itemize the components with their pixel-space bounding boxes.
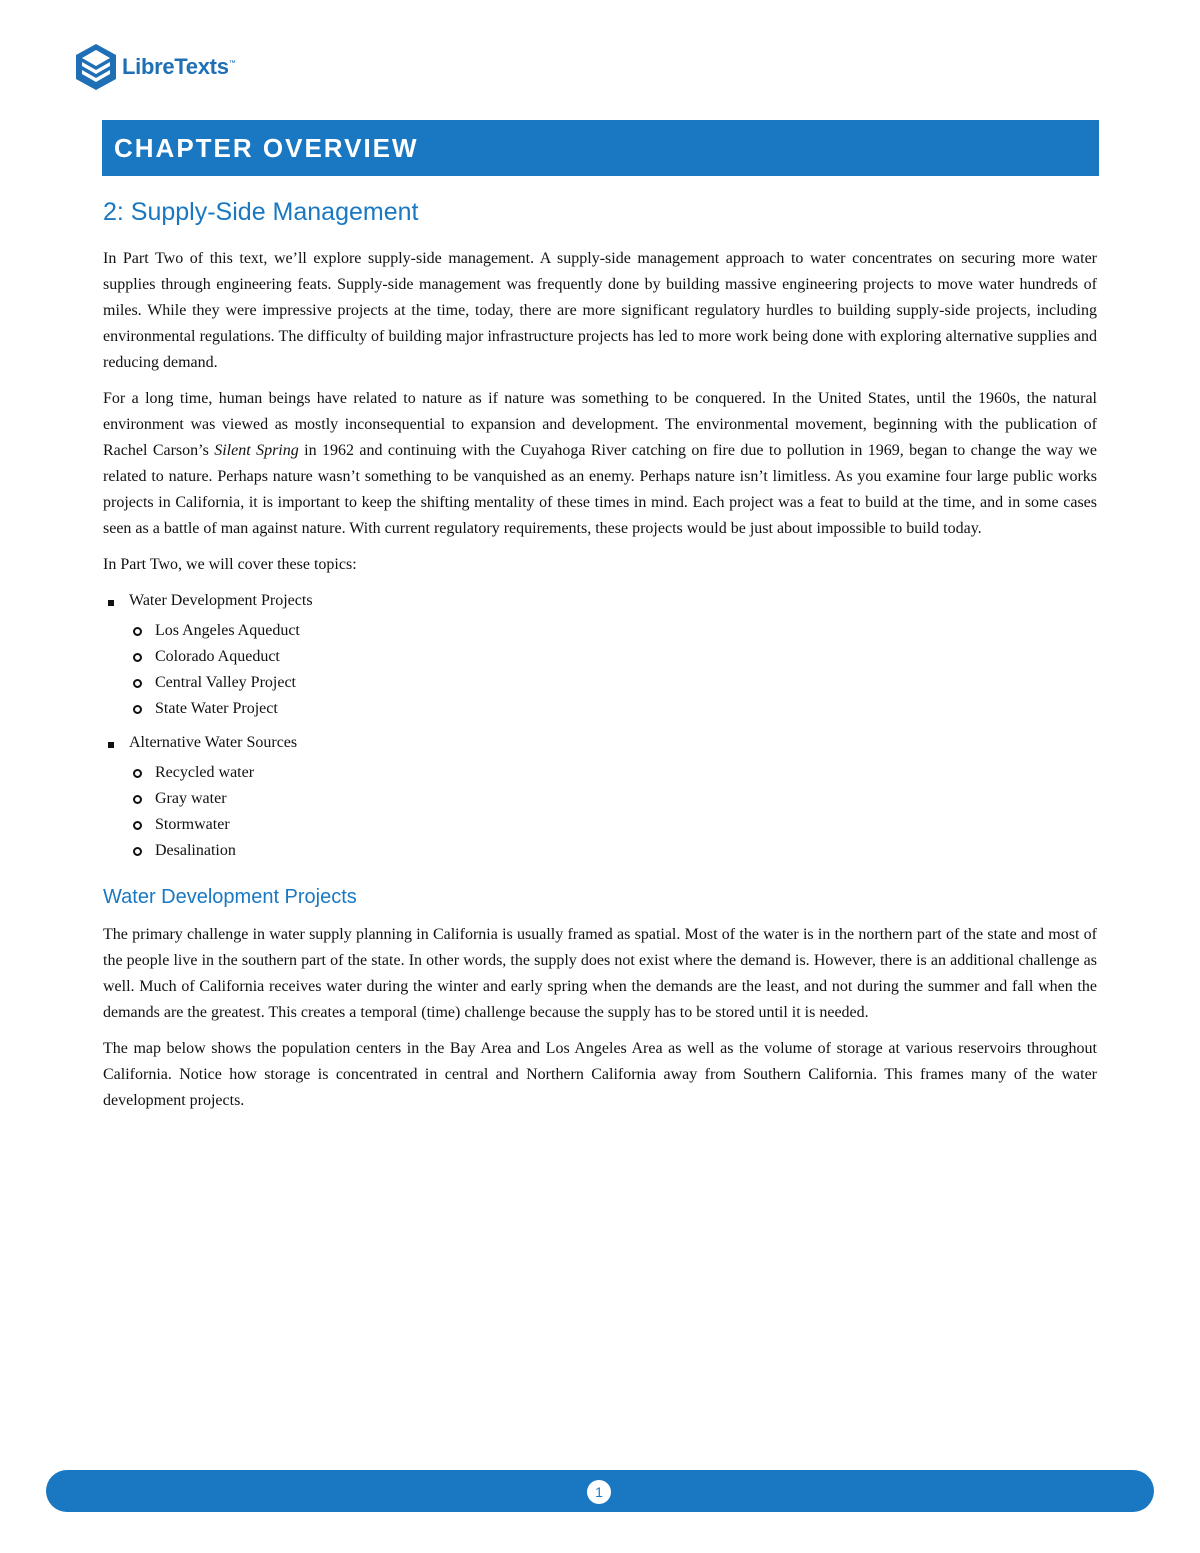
subtopic-list xyxy=(129,618,1097,722)
subtopic-item: Gray water xyxy=(129,786,1097,812)
page-number-badge: 1 xyxy=(587,1480,611,1504)
topics-list xyxy=(103,588,1097,864)
logo-wordmark: LibreTexts xyxy=(122,54,229,79)
subtopic-item: Central Valley Project xyxy=(129,670,1097,696)
banner-label: CHAPTER OVERVIEW xyxy=(114,132,419,163)
subtopic-item: Stormwater xyxy=(129,812,1097,838)
intro-paragraph-2 xyxy=(103,386,1097,542)
topic-label: Water Development Projects xyxy=(129,592,313,609)
intro-paragraph-1: In Part Two of this text, we’ll explore supply-side management. A supply-side management approach to water concentrates on securing more water supplies through engineering feats. Supply-side management was frequently done by building massive engineering projects to move water hundreds of miles. While they were impressive projects at the time, today, there are more significant regulatory hurdles to building supply-side projects, including environmental regulations. The difficulty of building major infrastructure projects has led to more work being done with exploring alternative supplies and reducing demand. xyxy=(103,250,1097,371)
topics-intro: In Part Two, we will cover these topics: xyxy=(103,556,357,573)
subtopic-item: Desalination xyxy=(129,838,1097,864)
intro-paragraph-2-end: in 1962 and continuing with the Cuyahoga River catching on fire due to pollution in 1969, began to change the way we related to nature. Perhaps nature wasn’t something to be vanquished as an enemy. Perhaps nature isn’t limitless. As you examine four large public works projects in California, it is important to keep the shifting mentality of these times in mind. Each project was a feat to build at the time, and in some cases seen as a battle of man against nature. With current regulatory requirements, these projects would be just about impossible to build today. xyxy=(103,442,1098,537)
subtopic-item: Recycled water xyxy=(129,760,1097,786)
chapter-overview-banner xyxy=(102,120,1099,176)
libretexts-logo[interactable] xyxy=(74,40,236,94)
subtopic-item: State Water Project xyxy=(129,696,1097,722)
topic-item xyxy=(103,588,1097,722)
section-paragraph-2: The map below shows the population centers in the Bay Area and Los Angeles Area as well as the volume of storage at various reservoirs throughout California. Notice how storage is concentrated in central and Northern California away from Southern California. This frames many of the water development projects. xyxy=(103,1040,1097,1109)
topic-item xyxy=(103,730,1097,864)
intro-paragraph-2-start: For a long time, human beings have related to nature as if nature was something to be conquered. In the United States, until the 1960s, the natural environment was viewed as mostly inconsequential to expansion and development. The environmental movement, beginning with the publication of Rachel Carson’s xyxy=(103,390,1097,459)
subtopic-list xyxy=(129,760,1097,864)
subtopic-item: Colorado Aqueduct xyxy=(129,644,1097,670)
subtopic-item: Los Angeles Aqueduct xyxy=(129,618,1097,644)
chapter-title: 2: Supply-Side Management xyxy=(103,198,419,226)
logo-trademark: ™ xyxy=(228,60,236,67)
page-content xyxy=(103,192,1097,1124)
section-title: Water Development Projects xyxy=(103,886,357,908)
section-paragraph-1: The primary challenge in water supply planning in California is usually framed as spatial. Most of the water is in the northern part of the state and most of the people live in the southern part of the state. In other words, the supply does not exist where the demand is. However, there is an additional challenge as well. Much of California receives water during the winter and early spring when the demands are the least, and not during the summer and fall when the demands are the greatest. This creates a temporal (time) challenge because the supply has to be stored until it is needed. xyxy=(103,926,1097,1021)
libretexts-cube-icon xyxy=(74,42,118,92)
book-title-link: Silent Spring xyxy=(214,442,299,459)
topic-label: Alternative Water Sources xyxy=(129,734,298,751)
